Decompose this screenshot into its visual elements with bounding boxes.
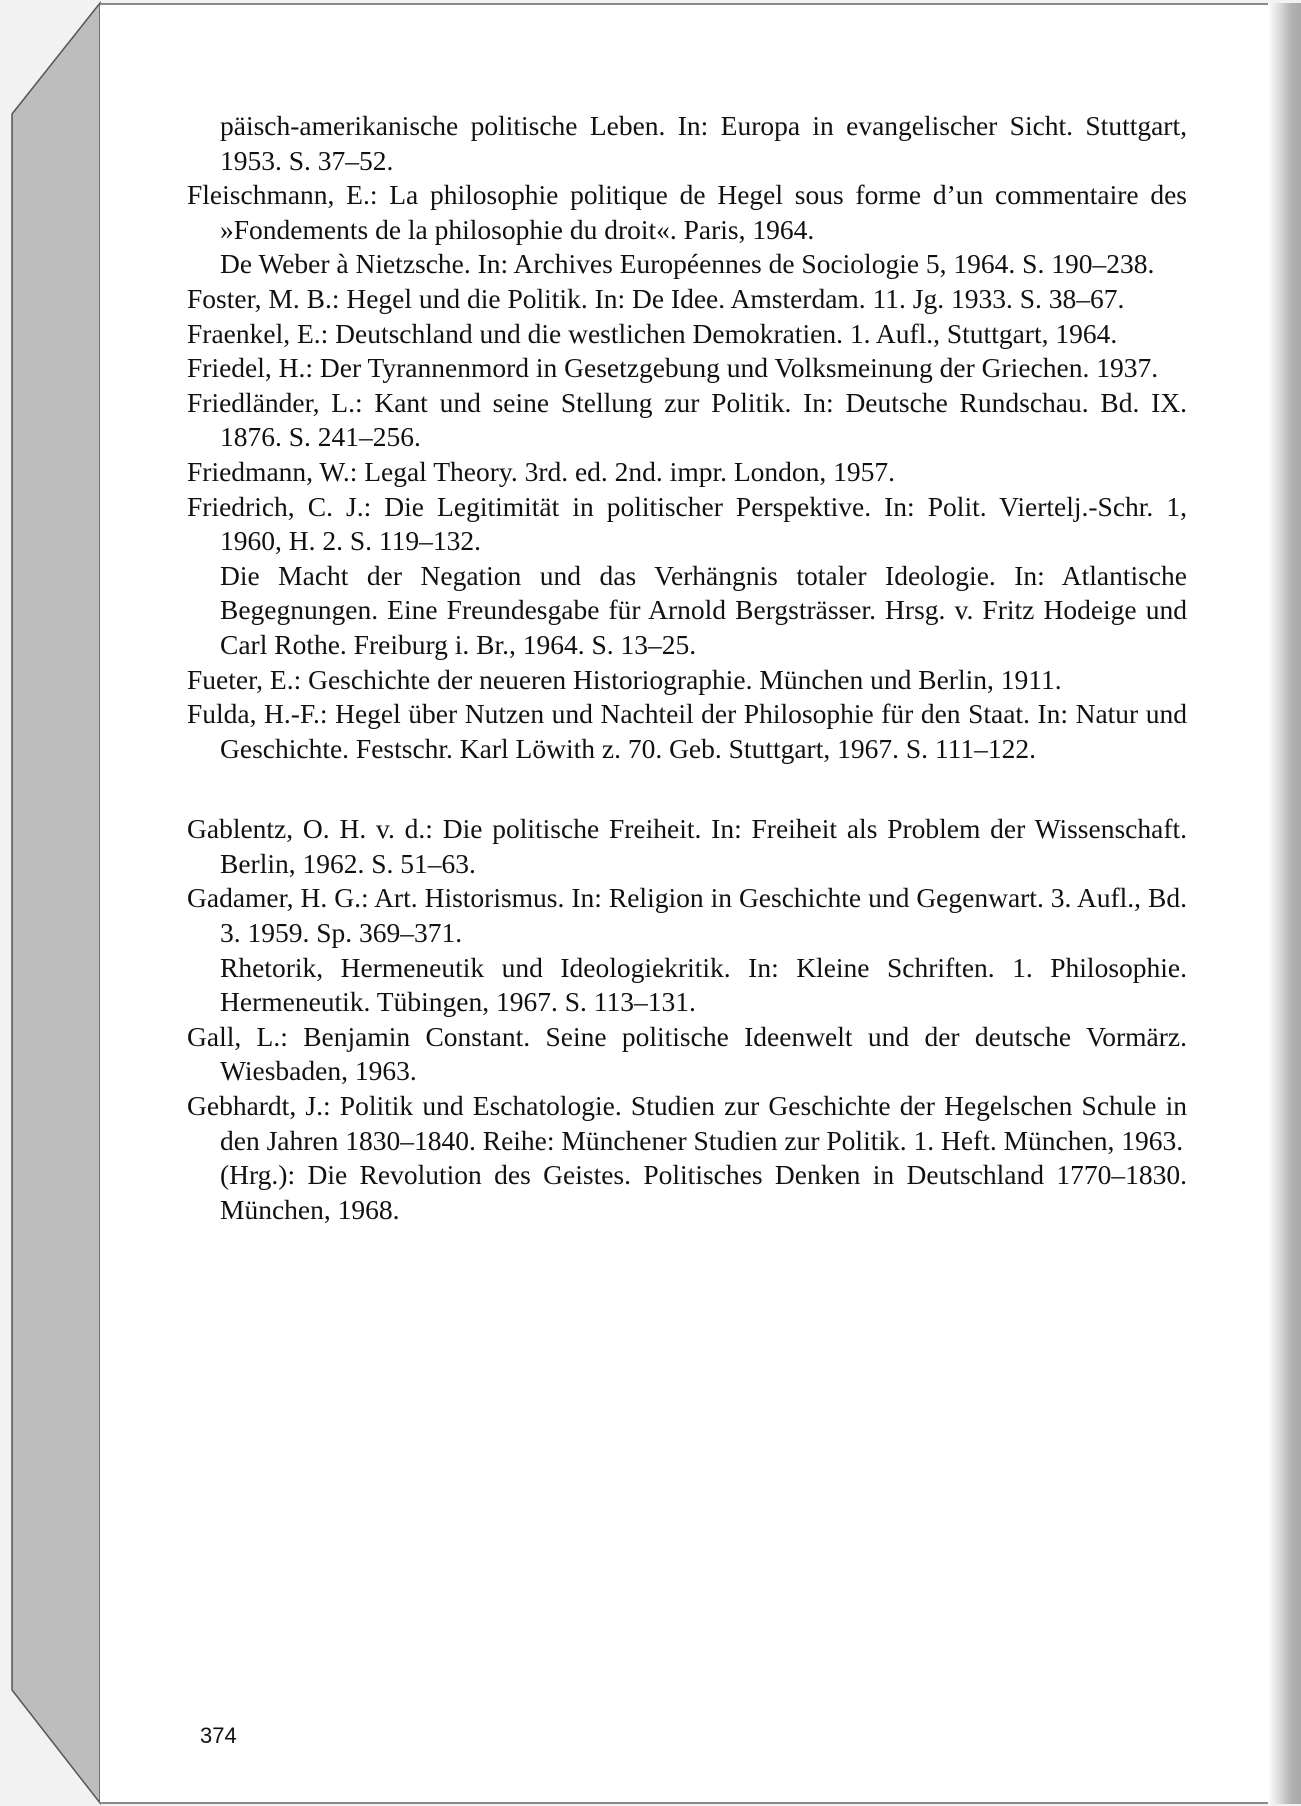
book-page	[100, 3, 1278, 1804]
entry-fraenkel: Fraenkel, E.: Deutschland und die westlichen Demokratien. 1. Aufl., Stuttgart, 1964.	[187, 317, 1118, 349]
entry-gablentz: Gablentz, O. H. v. d.: Die politische Freiheit. In: Freiheit als Problem der Wissenschaft. Berlin, 1962. S. 51–63.	[187, 813, 1187, 879]
entry-gebhardt: Gebhardt, J.: Politik und Eschatologie. Studien zur Geschichte der Hegelschen Schule in den Jahren 1830–1840. Reihe: Münchener Studien zur Politik. 1. Heft. München, 1963. (Hrg.): Die Revolution des Geistes. Politisches Denken in Deutschland 1770–1830. München, 1968.	[187, 1090, 1187, 1225]
entry-continuation: päisch-amerikanische politische Leben. In: Europa in evangelischer Sicht. Stuttgart, 1953. S. 37–52.	[220, 110, 1187, 176]
page-edge-shadow	[1268, 3, 1301, 1804]
bibliography-list	[187, 109, 1187, 1227]
entry-gall: Gall, L.: Benjamin Constant. Seine politische Ideenwelt und der deutsche Vormärz. Wiesbaden, 1963.	[187, 1020, 1187, 1087]
page-number: 374	[200, 1723, 237, 1748]
book-spine	[0, 0, 110, 1806]
entry-friedmann: Friedmann, W.: Legal Theory. 3rd. ed. 2nd. impr. London, 1957.	[187, 455, 896, 487]
entry-fueter: Fueter, E.: Geschichte der neueren Historiographie. München und Berlin, 1911.	[187, 663, 1062, 695]
entry-fleischmann: Fleischmann, E.: La philosophie politique de Hegel sous forme d’un commentaire des »Fondements de la philosophie du droit«. Paris, 1964. De Weber à Nietzsche. In: Archives Européennes de Sociologie 5, 1964. S. 190–238.	[187, 179, 1187, 280]
section-gap	[187, 766, 1187, 812]
entry-gadamer: Gadamer, H. G.: Art. Historismus. In: Religion in Geschichte und Gegenwart. 3. Aufl., Bd. 3. 1959. Sp. 369–371. Rhetorik, Hermeneutik und Ideologiekritik. In: Kleine Schriften. 1. Philosophie. Hermeneutik. Tübingen, 1967. S. 113–131.	[187, 882, 1187, 1018]
entry-friedel: Friedel, H.: Der Tyrannenmord in Gesetzgebung und Volksmeinung der Griechen. 1937.	[187, 352, 1159, 384]
entry-friedrich: Friedrich, C. J.: Die Legitimität in politischer Perspektive. In: Polit. Viertelj.-Schr. 1, 1960, H. 2. S. 119–132. Die Macht der Negation und das Verhängnis totaler Ideologie. In: Atlantische Begegnungen. Eine Freundesgabe für Arnold Bergsträsser. Hrsg. v. Fritz Hodeige und Carl Rothe. Freiburg i. Br., 1964. S. 13–25.	[187, 490, 1187, 660]
entry-foster: Foster, M. B.: Hegel und die Politik. In: De Idee. Amsterdam. 11. Jg. 1933. S. 38–67.	[187, 282, 1125, 314]
entry-friedlaender: Friedländer, L.: Kant und seine Stellung zur Politik. In: Deutsche Rundschau. Bd. IX. 1876. S. 241–256.	[187, 386, 1187, 453]
entry-fulda: Fulda, H.-F.: Hegel über Nutzen und Nachteil der Philosophie für den Staat. In: Natur und Geschichte. Festschr. Karl Löwith z. 70. Geb. Stuttgart, 1967. S. 111–122.	[187, 698, 1187, 764]
